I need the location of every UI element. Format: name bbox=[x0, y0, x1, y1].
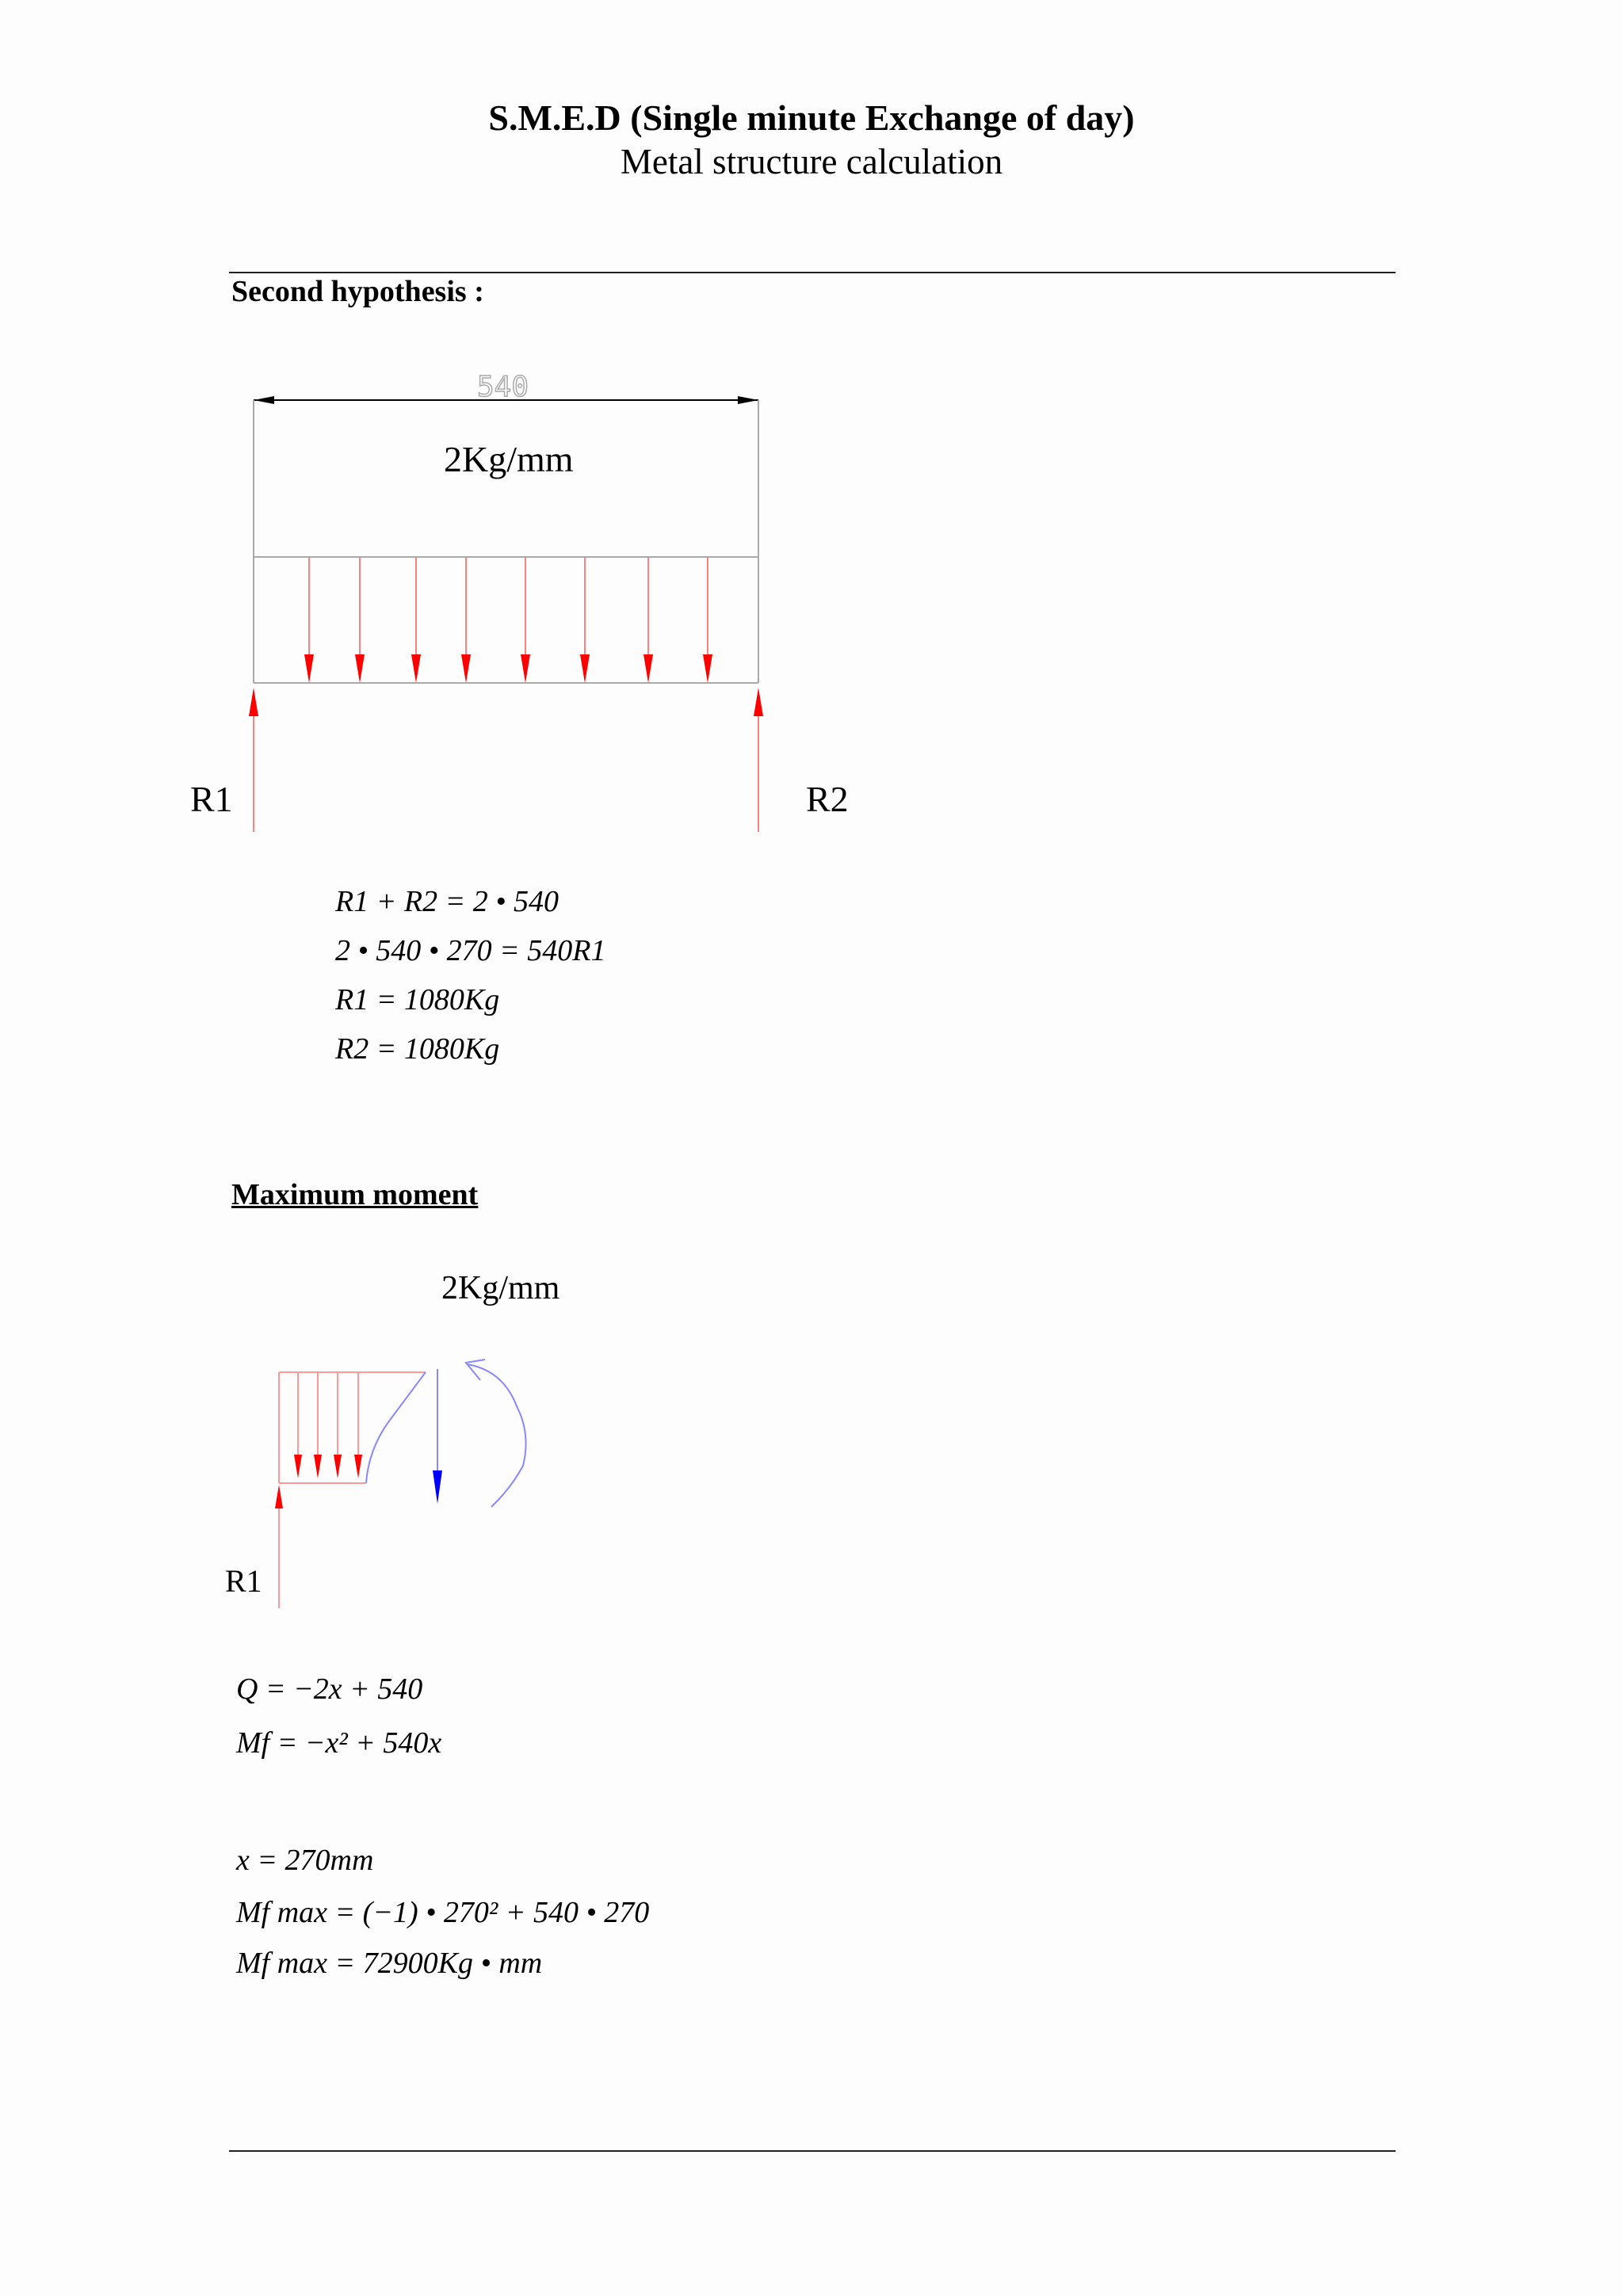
shear-force-arrow bbox=[433, 1369, 442, 1504]
document-subtitle: Metal structure calculation bbox=[620, 142, 1003, 181]
equation-mf-max-value: Mf max = 72900Kg • mm bbox=[236, 1947, 543, 1980]
equation-x-value: x = 270mm bbox=[236, 1844, 374, 1877]
equation-r2-value: R2 = 1080Kg bbox=[335, 1032, 500, 1066]
distributed-load-arrows bbox=[304, 557, 712, 683]
document-title: S.M.E.D (Single minute Exchange of day) bbox=[488, 97, 1135, 138]
load-arrow bbox=[334, 1372, 342, 1478]
reaction-label-r1: R1 bbox=[190, 779, 233, 819]
load-arrow bbox=[354, 1372, 362, 1478]
load-arrow bbox=[314, 1372, 322, 1478]
load-arrow bbox=[355, 557, 365, 683]
section-cut-line bbox=[366, 1372, 426, 1483]
dimension-arrow-right bbox=[738, 396, 758, 404]
reaction-arrow-r2 bbox=[754, 688, 763, 832]
equation-shear-force: Q = −2x + 540 bbox=[236, 1672, 423, 1706]
load-label-diagram-2: 2Kg/mm bbox=[441, 1270, 560, 1306]
load-arrow bbox=[411, 557, 421, 683]
load-arrow bbox=[580, 557, 590, 683]
reaction-label-r1-section: R1 bbox=[225, 1563, 262, 1599]
beam-diagram-2 bbox=[275, 1360, 526, 1608]
equation-bending-moment: Mf = −x² + 540x bbox=[236, 1726, 442, 1760]
equation-reaction-sum: R1 + R2 = 2 • 540 bbox=[335, 885, 559, 918]
load-arrow bbox=[304, 557, 314, 683]
load-arrow bbox=[703, 557, 712, 683]
dimension-arrow-left bbox=[254, 396, 274, 404]
equation-moment-balance: 2 • 540 • 270 = 540R1 bbox=[335, 934, 606, 967]
load-arrow bbox=[521, 557, 530, 683]
dimension-value: 540 bbox=[477, 371, 529, 403]
section-heading-maximum-moment: Maximum moment bbox=[231, 1178, 479, 1211]
load-label-diagram-1: 2Kg/mm bbox=[444, 439, 574, 479]
section-heading-second-hypothesis: Second hypothesis : bbox=[231, 275, 484, 308]
equation-r1-value: R1 = 1080Kg bbox=[335, 983, 500, 1016]
reaction-arrow-r1 bbox=[249, 688, 258, 832]
load-arrow bbox=[461, 557, 471, 683]
bottom-divider bbox=[229, 2150, 1396, 2152]
section-load-arrows bbox=[294, 1372, 362, 1478]
equation-mf-max-expression: Mf max = (−1) • 270² + 540 • 270 bbox=[236, 1896, 650, 1929]
bending-moment-arc bbox=[466, 1360, 526, 1507]
load-arrow bbox=[294, 1372, 302, 1478]
load-arrow bbox=[643, 557, 653, 683]
reaction-label-r2: R2 bbox=[806, 779, 849, 819]
reaction-arrow-r1-section bbox=[275, 1485, 283, 1608]
